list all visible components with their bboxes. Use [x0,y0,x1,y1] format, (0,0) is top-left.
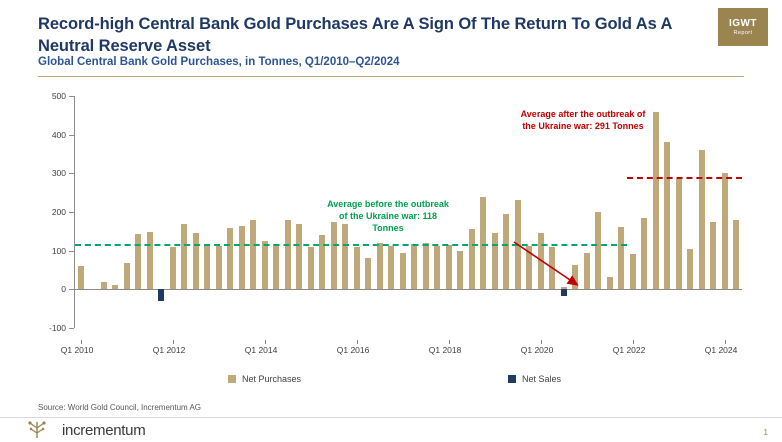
bar-net-purchases [607,277,613,289]
bar-net-purchases [641,218,647,290]
x-tick-mark [449,340,450,344]
x-tick-label: Q1 2016 [336,345,370,355]
page-subtitle: Global Central Bank Gold Purchases, in Tonnes, Q1/2010–Q2/2024 [38,56,400,68]
bar-net-purchases [618,227,624,289]
bar-net-purchases [204,246,210,289]
annotation-arrow-icon [508,236,598,296]
igwt-report-logo [718,8,768,46]
y-tick-mark [69,251,74,252]
y-tick-label: 0 [61,284,66,295]
logo-main-text: IGWT [728,18,758,29]
annotation-average-before: Average before the outbreak of the Ukraine war: 118 Tonnes [327,199,449,234]
bar-net-purchases [722,173,728,289]
x-tick-label: Q1 2010 [60,345,94,355]
average-line-after [627,177,742,179]
y-tick-mark [69,173,74,174]
x-tick-label: Q1 2012 [152,345,186,355]
bar-net-purchases [676,179,682,289]
y-tick-mark [69,212,74,213]
bar-net-purchases [170,247,176,290]
legend-label-net-purchases: Net Purchases [242,374,302,384]
x-tick-label: Q1 2020 [520,345,554,355]
bar-net-purchases [457,251,463,290]
bar-net-purchases [216,246,222,289]
page-title: Record-high Central Bank Gold Purchases Are A Sign Of The Return To Gold As A Neutral Reserve Asset [38,15,672,55]
bar-net-purchases [388,246,394,289]
x-tick-mark [633,340,634,344]
bar-net-purchases [434,246,440,290]
x-tick-label: Q1 2024 [704,345,738,355]
x-tick-label: Q1 2018 [428,345,462,355]
bar-net-purchases [147,232,153,289]
brand-wordmark: incrementum [62,422,146,439]
x-tick-label: Q1 2014 [244,345,278,355]
legend-item-net-purchases [228,374,301,384]
footer-divider [0,417,782,418]
y-tick-mark [69,328,74,329]
bar-net-purchases [365,258,371,290]
bar-net-purchases [687,249,693,290]
bar-net-purchases [492,233,498,289]
bar-net-purchases [101,282,107,289]
x-tick-mark [173,340,174,344]
bar-net-purchases [733,220,739,290]
incrementum-tree-icon [22,420,52,440]
bar-net-purchases [699,150,705,289]
bar-net-purchases [124,263,130,289]
legend-swatch-net-sales [508,375,516,383]
x-tick-mark [725,340,726,344]
bar-net-purchases [411,244,417,290]
bar-net-purchases [239,226,245,290]
bar-net-purchases [377,243,383,289]
y-tick-label: 300 [51,168,66,179]
bar-net-sales [158,289,164,301]
legend-swatch-net-purchases [228,375,236,383]
bar-net-purchases [469,229,475,289]
bar-net-purchases [664,142,670,289]
y-tick-label: 500 [51,91,66,101]
bar-net-purchases [273,244,279,290]
x-tick-mark [81,340,82,344]
bar-net-purchases [354,247,360,290]
x-tick-label: Q1 2022 [612,345,646,355]
y-tick-label: 100 [51,245,66,256]
logo-sub-text: Report [733,30,753,36]
page-number: 1 [763,428,768,437]
y-tick-mark [69,96,74,97]
annotation-average-after: Average after the outbreak of the Ukraine war: 291 Tonnes [520,109,646,132]
bar-net-purchases [296,224,302,290]
x-tick-mark [541,340,542,344]
y-tick-label: 400 [51,129,66,140]
header-divider [38,76,744,77]
bar-net-purchases [112,285,118,290]
chart-plot-area [38,90,744,355]
bar-net-purchases [181,224,187,290]
bar-net-purchases [400,253,406,290]
bar-net-purchases [630,254,636,290]
bar-net-purchases [250,220,256,290]
legend-item-net-sales [508,374,561,384]
bar-net-purchases [308,247,314,290]
bar-net-purchases [653,112,659,289]
y-tick-label: -100 [48,323,66,333]
y-tick-label: 200 [51,207,66,217]
bar-net-purchases [423,243,429,289]
bar-net-purchases [78,266,84,289]
source-note: Source: World Gold Council, Incrementum AG [38,403,202,412]
x-tick-mark [265,340,266,344]
bar-net-purchases [227,228,233,289]
bar-net-purchases [193,233,199,289]
x-axis-labels [38,340,744,356]
y-tick-mark [69,135,74,136]
bar-net-purchases [446,245,452,289]
bar-net-purchases [262,241,268,289]
x-tick-mark [357,340,358,344]
bar-net-purchases [135,234,141,289]
legend-label-net-sales: Net Sales [522,374,562,384]
bar-net-purchases [710,222,716,290]
bar-net-purchases [285,220,291,290]
chart-legend [38,374,744,390]
